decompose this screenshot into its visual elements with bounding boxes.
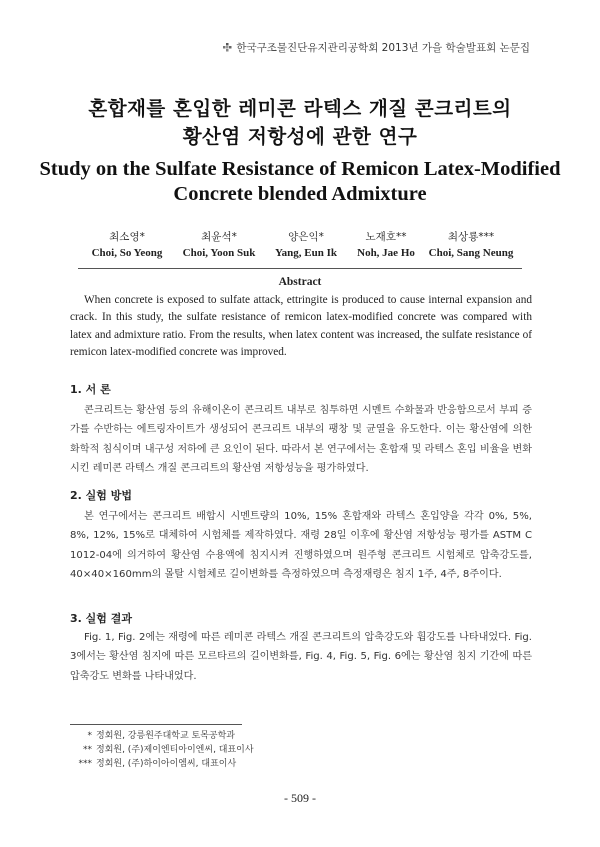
footnote-mark: *	[87, 731, 92, 741]
abstract-text: When concrete is exposed to sulfate attack, ettringite is produced to cause internal expansion and crack. In this study, the sulfate resistance of remicon latex-modified concrete was compared with latex and admixture ratio. From the results, when latex content was increased, the sulfate resistance of remicon latex-modified concrete was improved.	[70, 294, 532, 359]
title-divider	[78, 268, 522, 269]
author-name-en: Choi, Sang Neung	[428, 247, 514, 259]
author-name-ko: 양은익*	[288, 231, 324, 243]
title-english-line1: Study on the Sulfate Resistance of Remicon Latex-Modified	[39, 158, 561, 180]
footnote-text: 정회원, (주)제이엔티아이엔씨, 대표이사	[96, 745, 254, 755]
author-name-en: Choi, So Yeong	[91, 247, 163, 259]
author-name-en: Yang, Eun Ik	[274, 247, 338, 259]
page-number: - 509 -	[284, 791, 316, 805]
running-header	[223, 40, 530, 55]
footnote-divider	[70, 724, 242, 725]
title-korean-line2: 황산염 저항성에 관한 연구	[182, 125, 418, 148]
header-text: 한국구조물진단유지관리공학회 2013년 가을 학술발표회 논문집	[236, 42, 530, 54]
footnote-mark: ***	[78, 759, 92, 769]
footnote-1	[70, 729, 235, 743]
author-name-ko: 최소영*	[109, 231, 145, 243]
section-title-method: 2. 실험 방법	[70, 489, 132, 502]
section-text-results: Fig. 1, Fig. 2에는 재령에 따른 레미콘 라텍스 개질 콘크리트의 압축강도와 휨강도를 나타내었다. Fig. 3에서는 황산염 침지에 따른 모르타르의 길이변화를, Fig. 4, Fig. 5, Fig. 6에는 황산염 침지 기간에 따른 압축강도 변화를 나타내었다.	[70, 632, 532, 682]
author-name-ko: 노재호**	[365, 231, 407, 243]
author-name-ko: 최윤석*	[201, 231, 237, 243]
section-text-introduction: 콘크리트는 황산염 등의 유해이온이 콘크리트 내부로 침투하면 시멘트 수화물과 반응함으로서 부피 증가를 수반하는 에트링자이트가 생성되어 콘크리트 내부의 팽창 및 균열을 유도한다. 이는 황산염에 의한 화학적 침식이며 내구성 저하에 큰 요인이 된다. 따라서 본 연구에서는 혼합재 및 라텍스 혼입 비율을 변화시킨 레미콘 라텍스 개질 콘크리트의 황산염 저항성능을 평가하였다.	[70, 405, 532, 475]
abstract-heading: Abstract	[278, 276, 322, 288]
section-title-introduction: 1. 서 론	[70, 383, 111, 396]
section-title-results: 3. 실험 결과	[70, 612, 132, 625]
title-korean-line1: 혼합재를 혼입한 레미콘 라텍스 개질 콘크리트의	[88, 97, 512, 120]
footnote-mark: **	[83, 745, 92, 755]
footnote-2	[70, 743, 254, 757]
author-name-en: Noh, Jae Ho	[357, 247, 415, 259]
author-5	[416, 229, 526, 261]
footnote-3	[70, 757, 236, 771]
title-english-line2: Concrete blended Admixture	[173, 183, 427, 205]
square-bullets-icon	[223, 43, 232, 52]
author-name-en: Choi, Yoon Suk	[182, 247, 256, 259]
footnote-text: 정회원, (주)하이아이엠씨, 대표이사	[96, 759, 237, 769]
author-name-ko: 최상룡***	[447, 231, 495, 243]
section-text-method: 본 연구에서는 콘크리트 배합시 시멘트량의 10%, 15% 혼합재와 라텍스 혼입양을 각각 0%, 5%, 8%, 12%, 15%로 대체하여 시험체를 제작하였다. 재령 28일 이후에 황산염 저항성능 평가를 ASTM C 1012-04에 의거하여 황산염 수용액에 침지시켜 진행하였으며 원주형 콘크리트 시험체로 압축강도를, 40×40×160mm의 몰탈 시험체로 길이변화를 측정하였으며 측정재령은 침지 1주, 4주, 8주이다.	[70, 511, 532, 581]
footnote-text: 정회원, 강릉원주대학교 토목공학과	[96, 731, 235, 741]
